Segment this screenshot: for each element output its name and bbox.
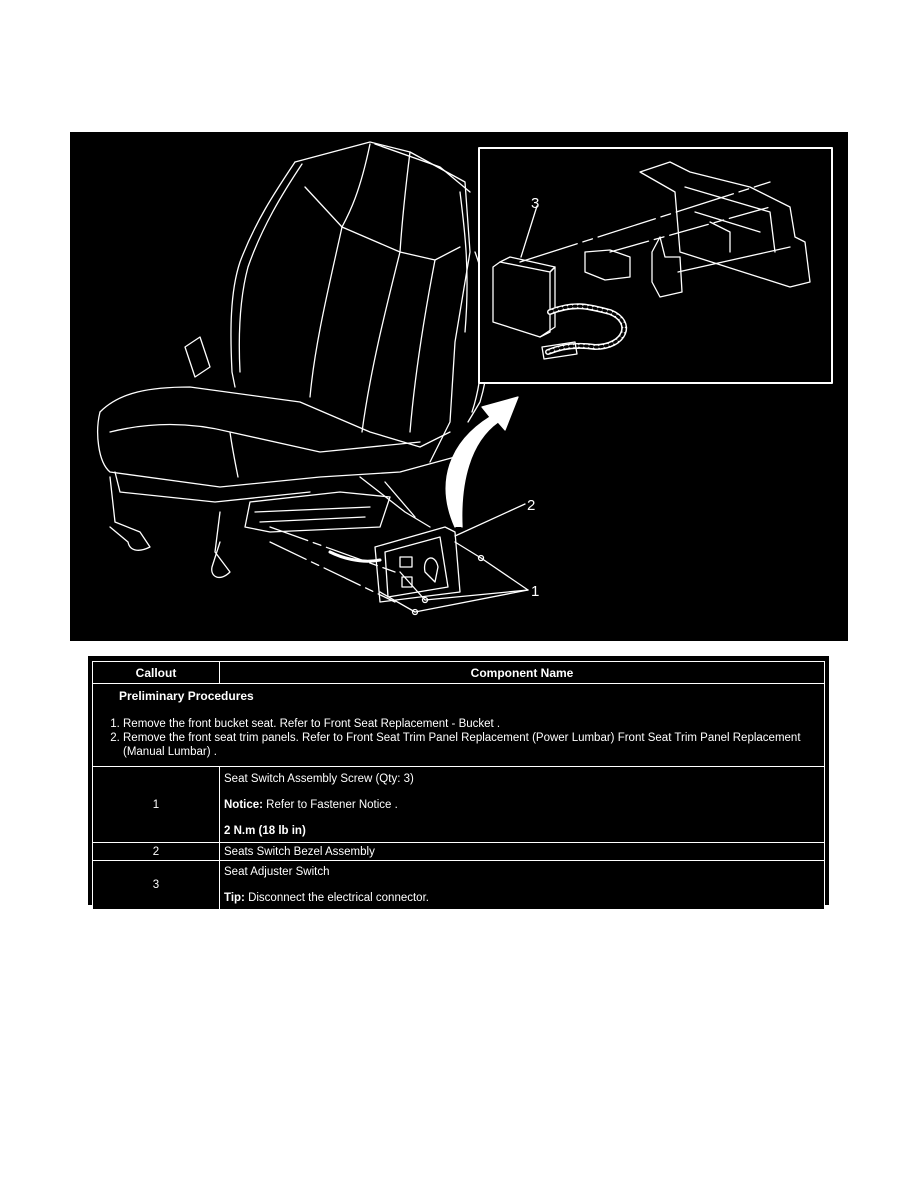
component-table-frame <box>88 656 829 905</box>
torque-value: 2 N.m (18 lb in) <box>224 824 306 837</box>
preliminary-steps <box>97 717 824 759</box>
seat-drawing <box>70 132 848 641</box>
callout-number: 2 <box>93 843 220 861</box>
torque-spec <box>224 824 824 838</box>
notice-text: Refer to Fastener Notice . <box>262 798 398 811</box>
callout-label-2: 2 <box>527 497 536 514</box>
seat-switch-illustration <box>70 132 848 641</box>
table-row <box>93 767 825 843</box>
callout-number: 3 <box>93 861 220 910</box>
tip-label: Tip: <box>224 892 245 904</box>
component-name: Seats Switch Bezel Assembly <box>224 845 375 858</box>
header-component-name: Component Name <box>220 662 825 684</box>
notice-line <box>224 798 824 812</box>
component-name: Seat Switch Assembly Screw (Qty: 3) <box>224 772 414 785</box>
preliminary-title: Preliminary Procedures <box>119 689 254 703</box>
preliminary-procedures-row <box>93 684 825 767</box>
callout-number: 1 <box>93 767 220 843</box>
table-row <box>93 843 825 861</box>
component-name: Seat Adjuster Switch <box>224 866 330 878</box>
callout-label-1: 1 <box>531 583 540 600</box>
preliminary-step: 1. Remove the front bucket seat. Refer to Front Seat Replacement - Bucket . <box>123 717 824 731</box>
notice-label: Notice: <box>224 798 263 811</box>
callout-label-3: 3 <box>531 195 540 212</box>
component-table <box>92 661 825 910</box>
table-header-row <box>93 662 825 684</box>
tip-text: Disconnect the electrical connector. <box>244 892 429 904</box>
header-callout: Callout <box>93 662 220 684</box>
component-cell <box>220 861 825 910</box>
tip-line <box>224 891 824 905</box>
component-cell <box>220 767 825 843</box>
component-cell <box>220 843 825 861</box>
preliminary-step: 2. Remove the front seat trim panels. Refer to Front Seat Trim Panel Replacement (Power Lumbar) Front Seat Trim Panel Replacement (Manual Lumbar) . <box>123 731 824 759</box>
table-row <box>93 861 825 910</box>
